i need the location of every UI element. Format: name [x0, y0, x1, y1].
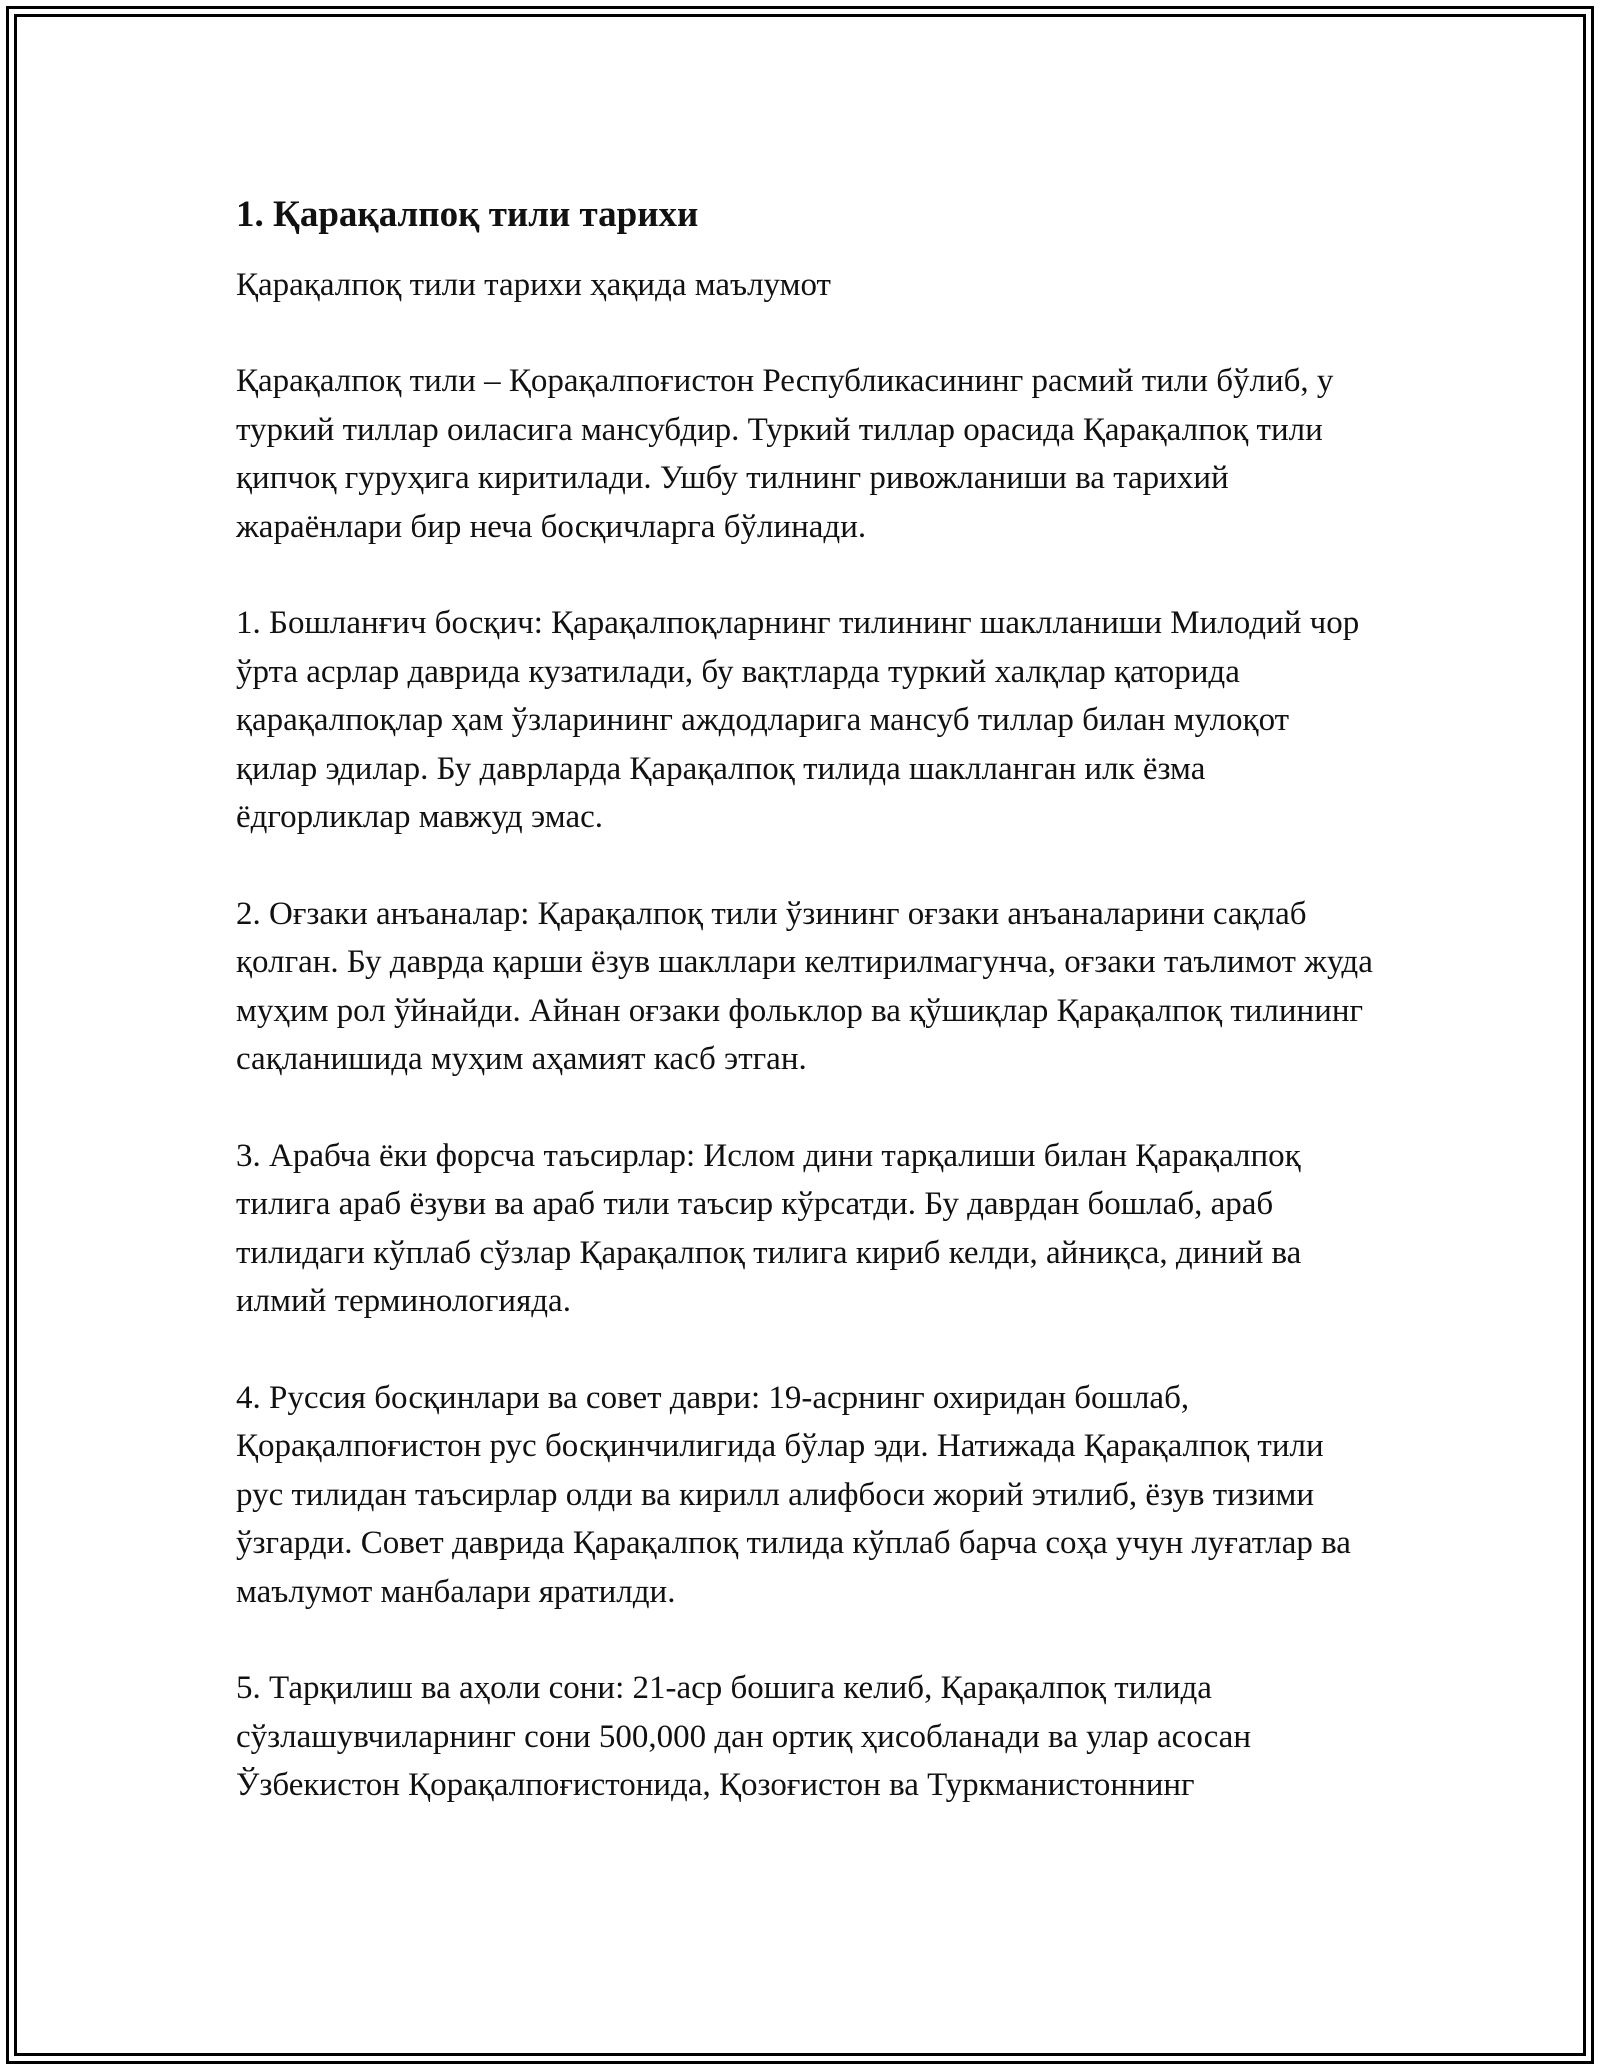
paragraph-stage-5: 5. Тарқилиш ва аҳоли сони: 21-аср бошига келиб, Қарақалпоқ тилида сўзлашувчиларнинг сони 500,000 дан ортиқ ҳисобланади ва улар асосан Ўзбекистон Қорақалпоғистонида, Қозоғистон ва Туркманистоннинг [236, 1670, 1251, 1803]
document-subtitle: Қарақалпоқ тили тарихи ҳақида маълумот [236, 267, 831, 303]
document-title: 1. Қарақалпоқ тили тарихи [236, 194, 699, 235]
paragraph-stage-1: 1. Бошланғич босқич: Қарақалпоқларнинг тилининг шаклланиши Милодий чор ўрта асрлар даврида кузатилади, бу вақтларда туркий халқлар қаторида қарақалпоқлар ҳам ўзларининг аждодларига мансуб тиллар билан мулоқот қилар эдилар. Бу даврларда Қарақалпоқ тилида шаклланган илк ёзма ёдгорликлар мавжуд эмас. [236, 605, 1360, 835]
paragraph-stage-3: 3. Арабча ёки форсча таъсирлар: Ислом дини тарқалиши билан Қарақалпоқ тилига араб ёзуви ва араб тили таъсир кўрсатди. Бу даврдан бошлаб, араб тилидаги кўплаб сўзлар Қарақалпоқ тилига кириб келди, айниқса, диний ва илмий терминологияда. [236, 1137, 1302, 1319]
paragraph-stage-4: 4. Руссия босқинлари ва совет даври: 19-асрнинг охиридан бошлаб, Қорақалпоғистон рус босқинчилигида бўлар эди. Натижада Қарақалпоқ тили рус тилидан таъсирлар олди ва кирилл алифбоси жорий этилиб, ёзув тизими ўзгарди. Совет даврида Қарақалпоқ тилида кўплаб барча соҳа учун луғатлар ва маълумот манбалари яратилди. [236, 1379, 1351, 1610]
document-body [236, 185, 1376, 1810]
paragraph-intro: Қарақалпоқ тили – Қорақалпоғистон Республикасининг расмий тили бўлиб, у туркий тиллар оиласига мансубдир. Туркий тиллар орасида Қарақалпоқ тили қипчоқ гуруҳига киритилади. Ушбу тилнинг ривожланиши ва тарихий жараёнлари бир неча босқичларга бўлинади. [236, 363, 1334, 545]
paragraph-stage-2: 2. Оғзаки анъаналар: Қарақалпоқ тили ўзининг оғзаки анъаналарини сақлаб қолган. Бу даврда қарши ёзув шакллари келтирилмагунча, оғзаки таълимот жуда муҳим рол ўйнайди. Айнан оғзаки фольклор ва қўшиқлар Қарақалпоқ тилининг сақланишида муҳим аҳамият касб этган. [236, 895, 1373, 1077]
